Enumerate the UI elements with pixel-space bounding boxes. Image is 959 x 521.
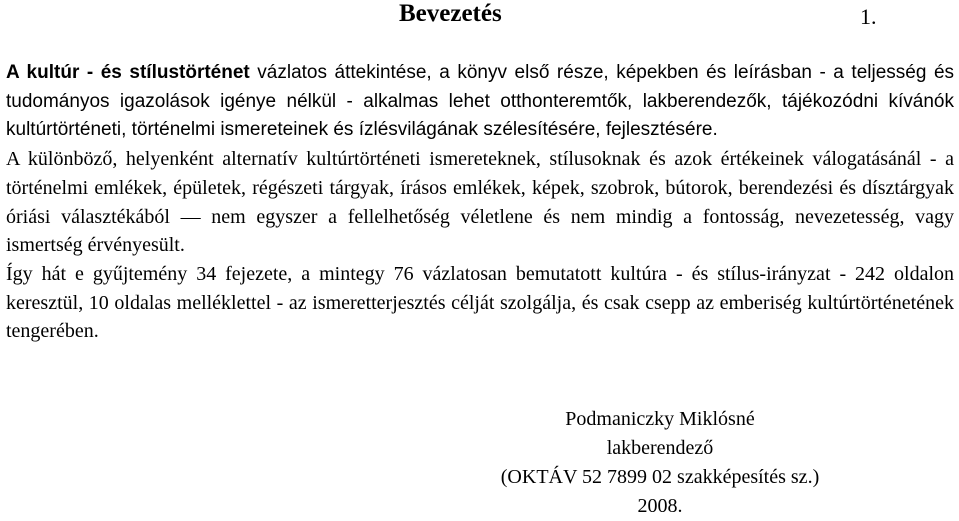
paragraph-selection: A különböző, helyenként alternatív kultúrtörténeti ismereteknek, stílusoknak és azok értékeinek válogatásánál - a történelmi emlékek, épületek, régészeti tárgyak, írásos emlékek, képek, szobrok, bútorok, berendezési és dísztárgyak óriási választékából — nem egyszer a fellelhetőség véletlene és nem mindig a fontosság, nevezetesség, vagy ismertség érvényesült. bbox=[6, 148, 954, 257]
intro-lead: A kultúr - és stílustörténet bbox=[6, 62, 250, 83]
signature-year: 2008. bbox=[637, 495, 683, 517]
paragraph-collection: Így hát e gyűjtemény 34 fejezete, a mintegy 76 vázlatosan bemutatott kultúra - és stílus-irányzat - 242 oldalon keresztül, 10 oldalas melléklettel - az ismeretterjesztés célját szolgálja, és csak csepp az emberiség kultúrtörténetének tengerében. bbox=[6, 262, 954, 343]
intro-paragraph bbox=[6, 59, 954, 145]
page-number: 1. bbox=[860, 4, 877, 29]
intro-text: vázlatos áttekintése, a könyv első része, képekben és leírásban - a teljesség és tudományos igazolások igénye nélkül - alkalmas lehet otthonteremtők, lakberendezők, tájékozódni kívánók kultúrtörténeti, történelmi ismereteinek és ízlésvilágának szélesítésére, fejlesztésére. bbox=[6, 62, 955, 141]
signature-role: lakberendező bbox=[606, 437, 714, 459]
signature-block bbox=[440, 405, 880, 521]
body-text bbox=[6, 59, 954, 346]
signature-credential: (OKTÁV 52 7899 02 szakképesítés sz.) bbox=[500, 466, 820, 488]
signature-name: Podmaniczky Miklósné bbox=[565, 408, 755, 430]
page-title: Bevezetés bbox=[399, 0, 502, 27]
page-header bbox=[0, 0, 959, 30]
